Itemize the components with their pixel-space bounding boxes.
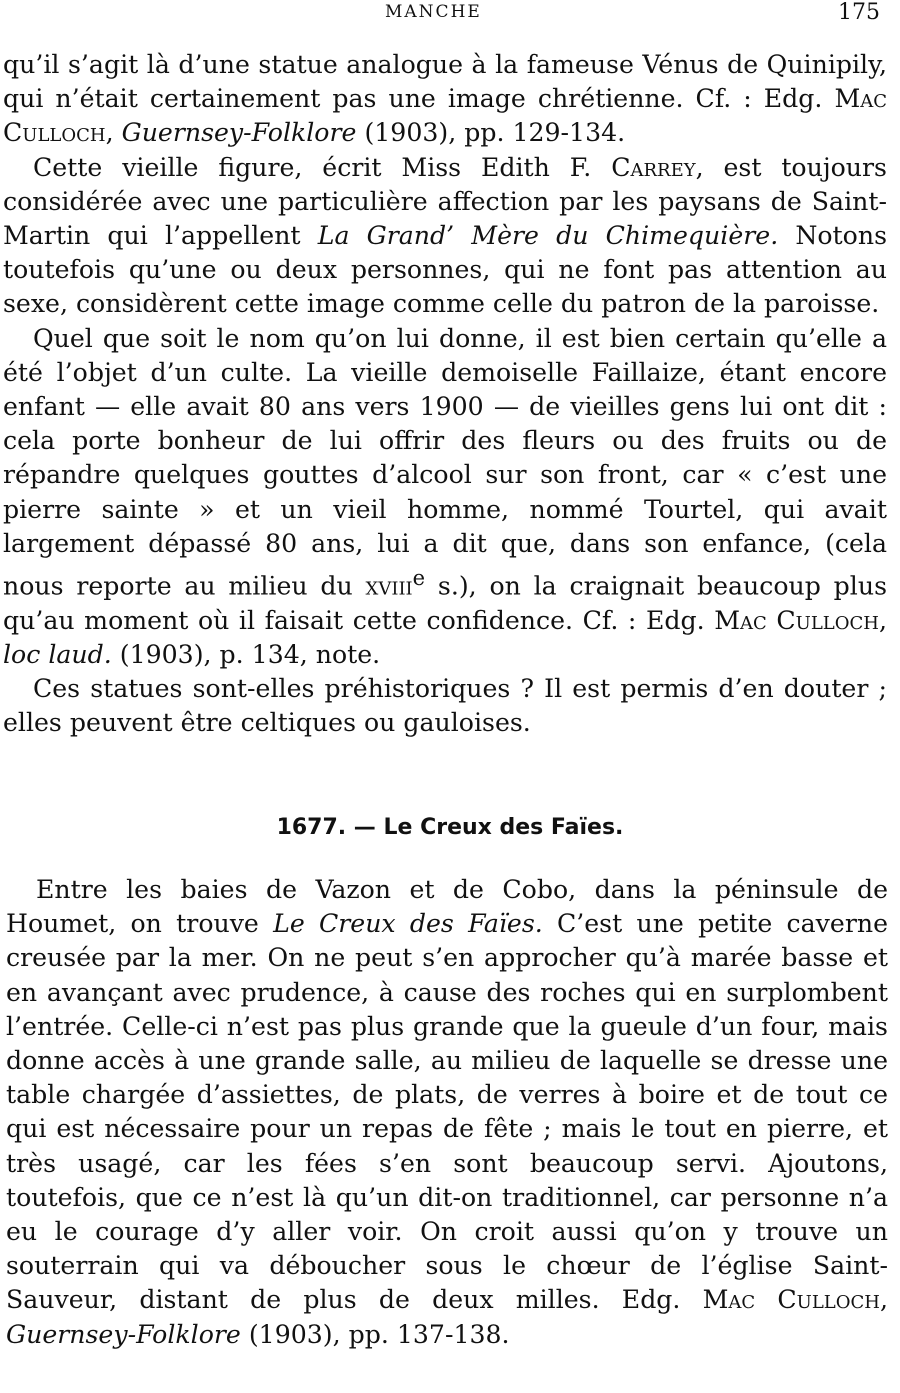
author-name: Mac Culloch bbox=[3, 84, 887, 148]
text-run: (1903), pp. 137-138. bbox=[240, 1319, 510, 1349]
text-run: Notons toutefois qu’une ou deux personnes, qui ne font pas attention au sexe, considèrent cette image comme celle du patron de la paroisse. bbox=[3, 221, 887, 319]
author-name: Carrey bbox=[611, 152, 696, 182]
book-title: Guernsey-Folklore bbox=[6, 1319, 241, 1349]
text-run: (1903), pp. 129-134. bbox=[356, 118, 626, 148]
text-run: qu’il s’agit là d’une statue analogue à la fameuse Vénus de Quinipily, qui n’était certainement pas une image chrétienne. Cf. : Edg. bbox=[3, 50, 887, 114]
paragraph-continuation bbox=[3, 48, 887, 151]
running-head-title: MANCHE bbox=[385, 2, 482, 22]
text-run: , bbox=[105, 118, 122, 148]
statue-name: La Grand’ Mère du Chimequière. bbox=[317, 221, 779, 251]
paragraph-statues: Ces statues sont-elles préhistoriques ? Il est permis d’en douter ; elles peuvent être celtiques ou gauloises. bbox=[3, 674, 887, 738]
text-run: , bbox=[878, 605, 887, 635]
body-text-top bbox=[3, 48, 887, 740]
paragraph-carrey bbox=[3, 151, 887, 322]
text-run: C’est une petite caverne creusée par la mer. On ne peut s’en approcher qu’à marée basse et en avançant avec prudence, à cause des roches qui en surplombent l’entrée. Celle-ci n’est pas plus grande que la gueule d’un four, mais donne accès à une grande salle, au milieu de laquelle se dresse une table chargée d’assiettes, de plats, de verres à boire et de tout ce qui est nécessaire pour un repas de fête ; mais le tout en pierre, et très usagé, car les fées s’en sont beaucoup servi. Ajoutons, toutefois, que ce n’est là qu’un dit-on traditionnel, car personne n’a eu le courage d’y aller voir. On croit aussi qu’on y trouve un souterrain qui va déboucher sous le chœur de l’église Saint-Sauveur, distant de plus de deux milles. Edg. bbox=[6, 909, 888, 1315]
paragraph-culte bbox=[3, 322, 887, 672]
running-head bbox=[0, 0, 900, 28]
paragraph-creux bbox=[6, 873, 888, 1352]
author-name: Mac Culloch bbox=[702, 1285, 880, 1315]
page-number: 175 bbox=[838, 0, 880, 25]
text-run: Entre les baies de Vazon et de Cobo, dans la péninsule de Houmet, on trouve bbox=[6, 875, 888, 939]
text-run: Quel que soit le nom qu’on lui donne, il est bien certain qu’elle a été l’objet d’un culte. La vieille demoiselle Faillaize, étant encore enfant — elle avait 80 ans vers 1900 — de vieilles gens lui ont dit : cela porte bonheur de lui offrir des fleurs ou des fruits ou de répandre quelques gouttes d’alcool sur son front, car « c’est une pierre sainte » et un vieil homme, nommé Tourtel, qui avait largement dépassé 80 ans, lui a dit que, dans son enfance, (cela nous reporte au milieu du bbox=[3, 323, 887, 601]
citation-loc: loc laud. bbox=[3, 639, 112, 669]
body-text-section bbox=[6, 873, 888, 1352]
century-superscript: e bbox=[412, 566, 426, 591]
text-run: , est toujours considérée avec une particulière affection par les paysans de Saint-Martin qui l’appellent bbox=[3, 152, 887, 251]
text-run: (1903), p. 134, note. bbox=[111, 639, 381, 669]
text-run: Cette vieille figure, écrit Miss Edith F. bbox=[33, 152, 612, 182]
author-name: Mac Culloch bbox=[714, 605, 879, 635]
book-title: Guernsey-Folklore bbox=[121, 118, 357, 148]
place-name: Le Creux des Faïes. bbox=[273, 909, 543, 939]
century-numeral: xviii bbox=[365, 571, 413, 601]
section-heading: 1677. — Le Creux des Faïes. bbox=[276, 815, 624, 840]
text-run: , bbox=[879, 1285, 888, 1315]
text-run: s.), on la craignait beaucoup plus qu’au moment où il faisait cette confidence. Cf. : Edg. bbox=[3, 571, 887, 635]
